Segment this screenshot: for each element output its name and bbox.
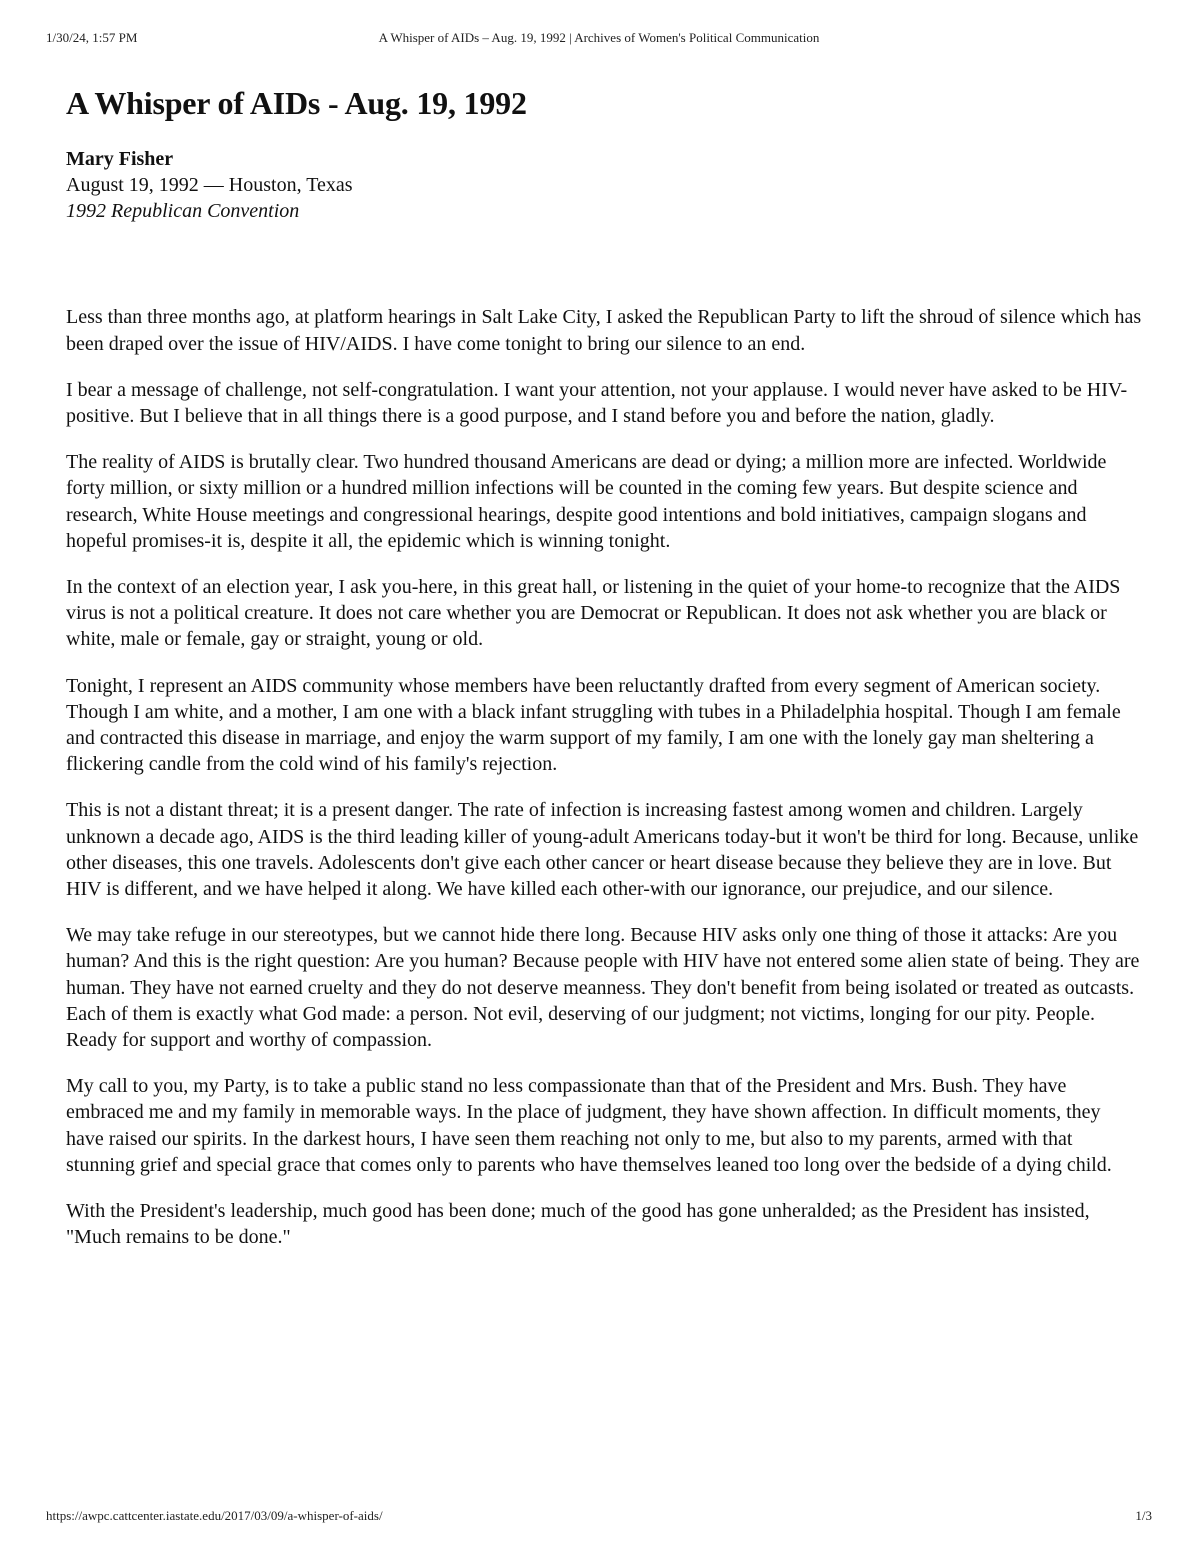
speech-date-location: August 19, 1992 — Houston, Texas — [66, 174, 353, 197]
speech-paragraph: My call to you, my Party, is to take a public stand no less compassionate than that of the President and Mrs. Bush. They have embraced me and my family in memorable ways. In the place of judgment, they have shown affection. In difficult moments, they have raised our spirits. In the darkest hours, I have seen them reaching not only to me, but also to my parents, armed with that stunning grief and special grace that comes only to parents who have themselves leaned too long over the bedside of a dying child. — [66, 1075, 1112, 1176]
speech-paragraph: Less than three months ago, at platform hearings in Salt Lake City, I asked the Republican Party to lift the shroud of silence which has been draped over the issue of HIV/AIDS. I have come tonight to bring our silence to an end. — [66, 306, 1142, 355]
print-page-title: A Whisper of AIDs – Aug. 19, 1992 | Archives of Women's Political Communication — [378, 30, 820, 45]
print-header — [46, 30, 1152, 48]
print-datetime: 1/30/24, 1:57 PM — [46, 30, 138, 45]
speech-meta — [66, 146, 1142, 224]
speech-paragraph: With the President's leadership, much good has been done; much of the good has gone unheralded; as the President has insisted, "Much remains to be done." — [66, 1200, 1090, 1249]
speaker-name: Mary Fisher — [66, 148, 174, 171]
page-url: https://awpc.cattcenter.iastate.edu/2017/03/09/a-whisper-of-aids/ — [46, 1508, 383, 1523]
speech-paragraph: We may take refuge in our stereotypes, but we cannot hide there long. Because HIV asks only one thing of those it attacks: Are you human? And this is the right question: Are you human? Because people with HIV have not entered some alien state of being. They are human. They have not earned cruelty and they do not deserve meanness. They don't benefit from being isolated or treated as outcasts. Each of them is exactly what God made: a person. Not evil, deserving of our judgment; not victims, longing for our pity. People. Ready for support and worthy of compassion. — [66, 924, 1140, 1052]
speech-paragraph: Tonight, I represent an AIDS community whose members have been reluctantly drafted from every segment of American society. Though I am white, and a mother, I am one with a black infant struggling with tubes in a Philadelphia hospital. Though I am female and contracted this disease in marriage, and enjoy the warm support of my family, I am one with the lonely gay man sheltering a flickering candle from the cold wind of his family's rejection. — [66, 674, 1121, 776]
speech-paragraph: In the context of an election year, I ask you-here, in this great hall, or listening in the quiet of your home-to recognize that the AIDS virus is not a political creature. It does not care whether you are Democrat or Republican. It does not ask whether you are black or white, male or female, gay or straight, young or old. — [66, 576, 1121, 651]
speech-paragraph: The reality of AIDS is brutally clear. Two hundred thousand Americans are dead or dying; a million more are infected. Worldwide forty million, or sixty million or a hundred million infections will be counted in the coming few years. But despite science and research, White House meetings and congressional hearings, despite good intentions and bold initiatives, campaign slogans and hopeful promises-it is, despite it all, the epidemic which is winning tonight. — [66, 451, 1107, 552]
speech-body — [66, 304, 1142, 1250]
speech-paragraph: I bear a message of challenge, not self-congratulation. I want your attention, not your applause. I would never have asked to be HIV-positive. But I believe that in all things there is a good purpose, and I stand before you and before the nation, gladly. — [66, 378, 1128, 427]
article — [66, 84, 1142, 1270]
page-number: 1/3 — [1135, 1508, 1152, 1523]
print-footer — [46, 1508, 1152, 1526]
speech-event: 1992 Republican Convention — [66, 200, 300, 223]
speech-paragraph: This is not a distant threat; it is a present danger. The rate of infection is increasing fastest among women and children. Largely unknown a decade ago, AIDS is the third leading killer of young-adult Americans today-but it won't be third for long. Because, unlike other diseases, this one travels. Adolescents don't give each other cancer or heart disease because they believe they are in love. But HIV is different, and we have helped it along. We have killed each other-with our ignorance, our prejudice, and our silence. — [66, 799, 1139, 901]
article-title: A Whisper of AIDs - Aug. 19, 1992 — [66, 85, 527, 121]
